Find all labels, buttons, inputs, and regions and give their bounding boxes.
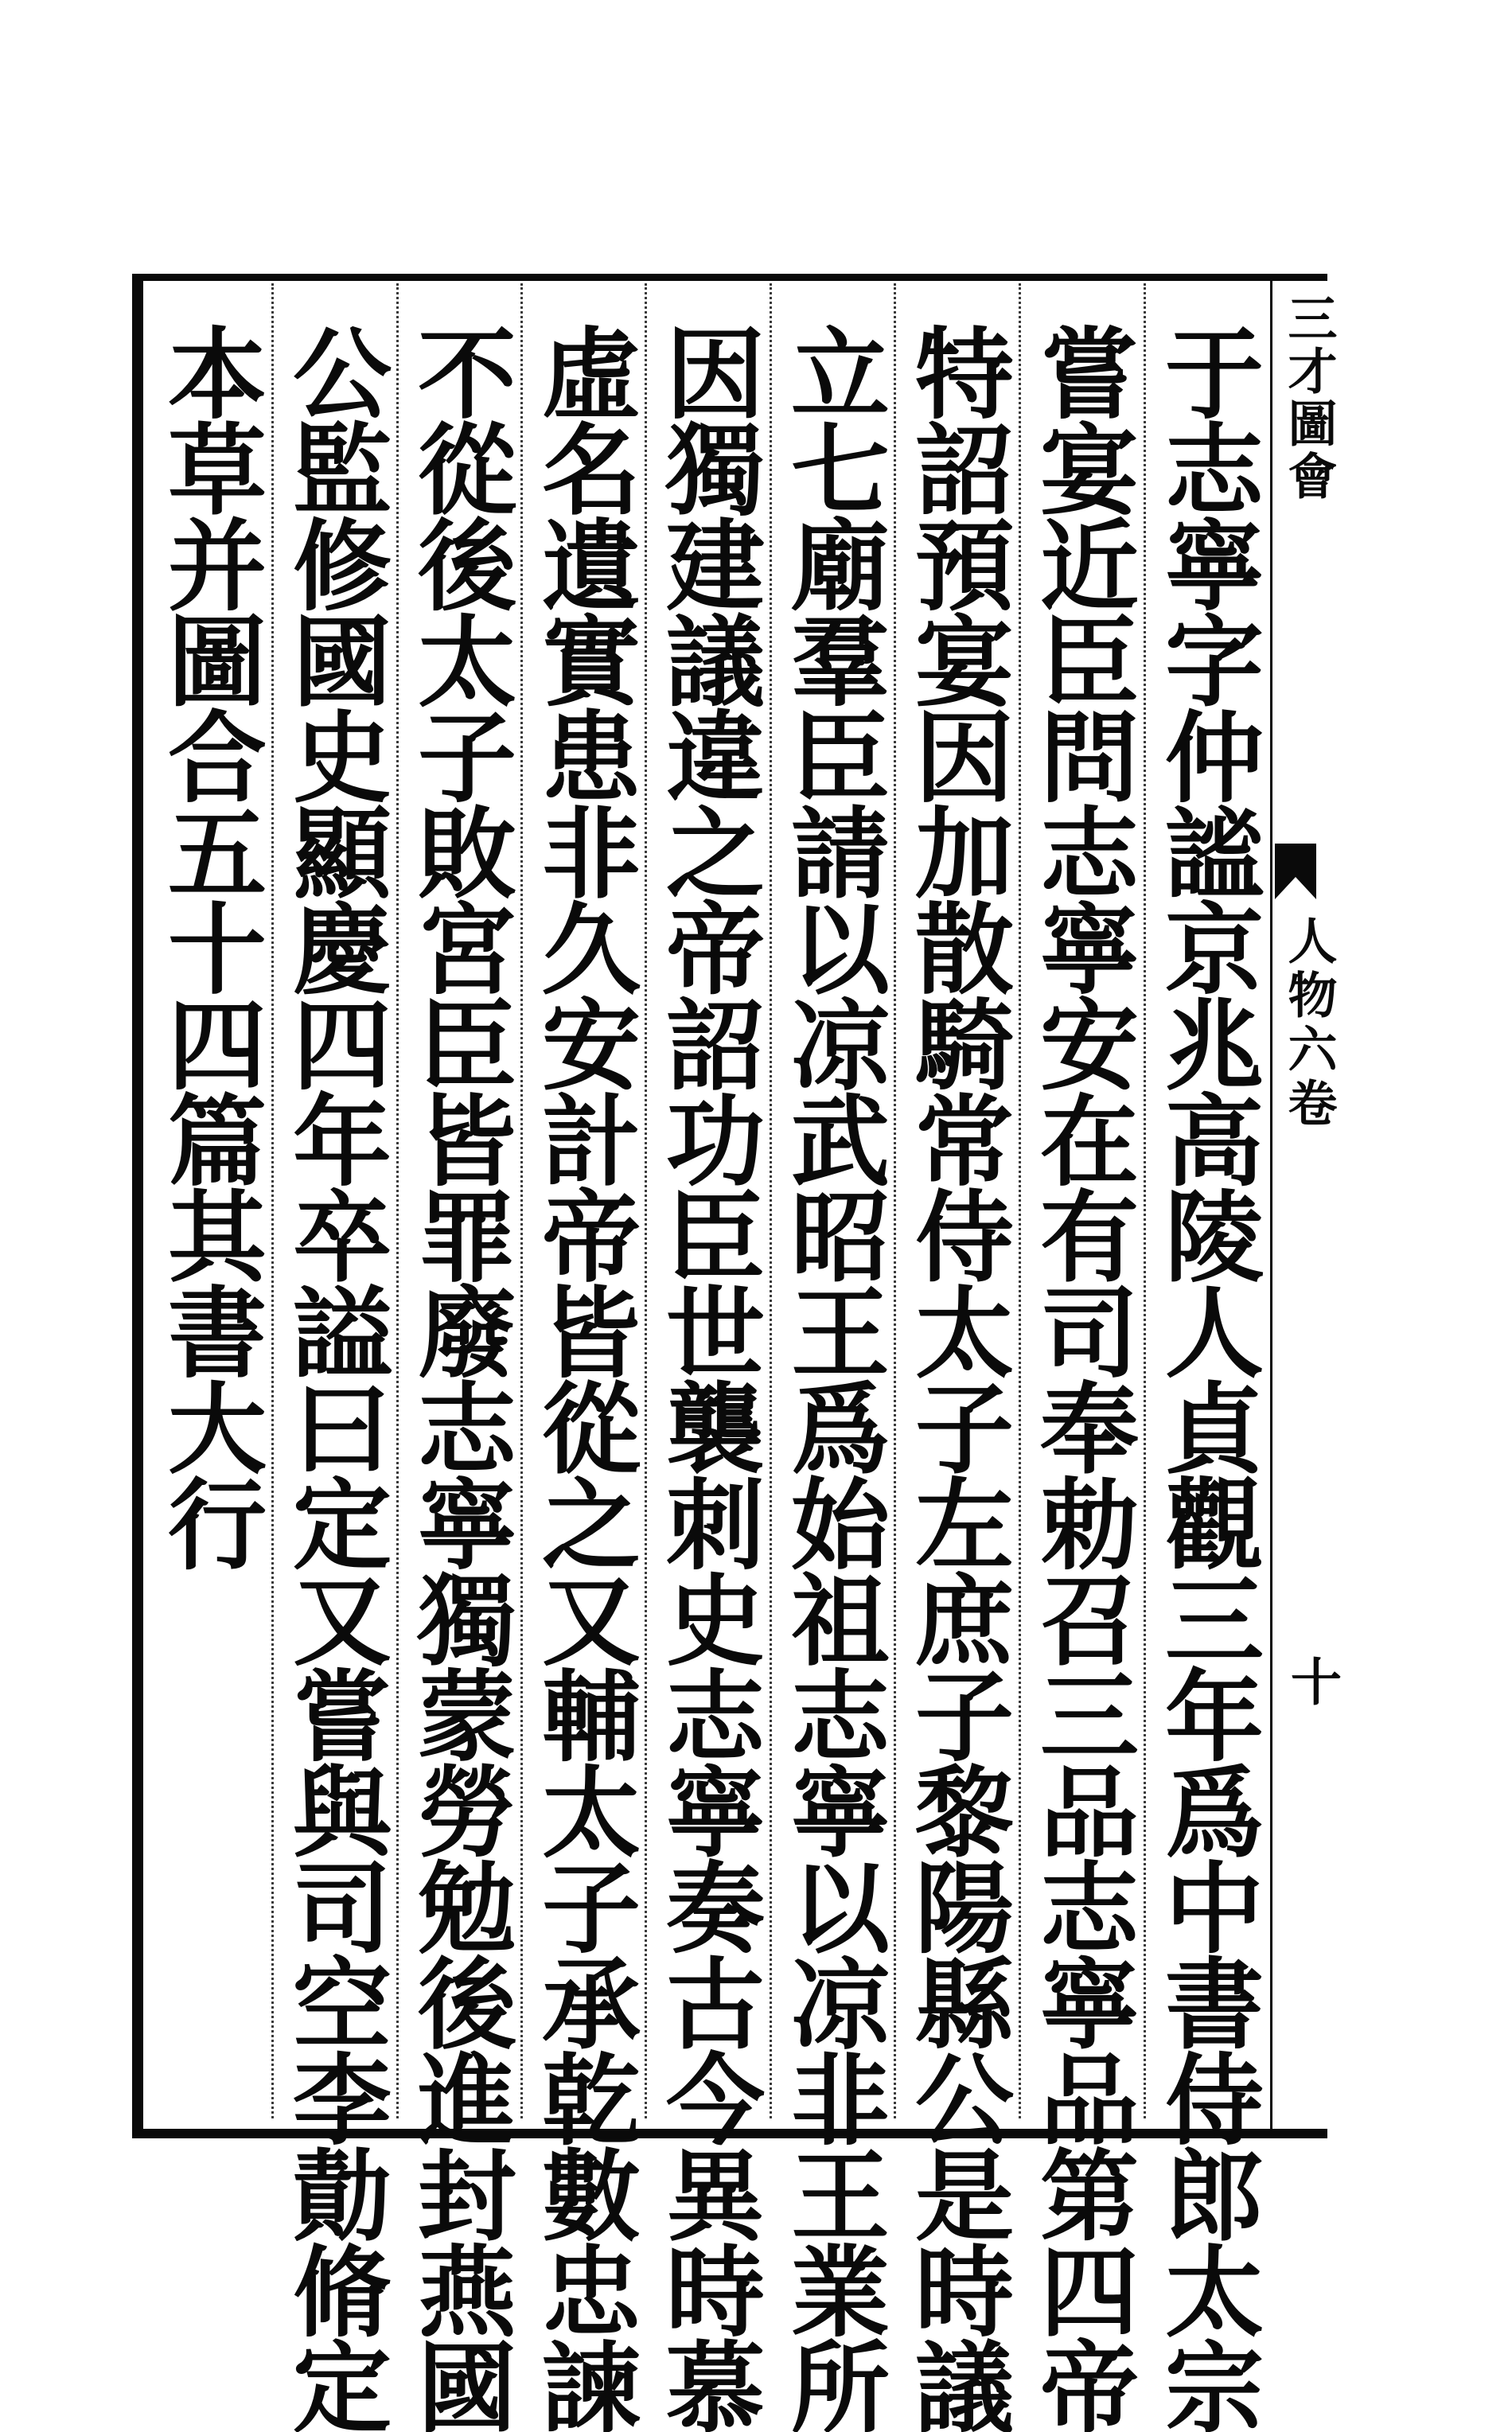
text-column-9: 本草并圖合五十四篇其書大行 [151,322,267,1569]
text-column-8: 公監修國史顯慶四年卒謚曰定又嘗與司空李勣脩定 [276,322,392,2432]
book-title: 三才圖會 [1280,293,1338,503]
text-column-7: 不從後太子敗宮臣皆罪廢志寧獨蒙勞勉後進封燕國 [401,322,516,2432]
fishtail-mark-icon [1275,844,1316,899]
text-column-4: 立七廟羣臣請以凉武昭王爲始祖志寧以凉非王業所 [774,322,890,2432]
text-column-1: 于志寧字仲謐京兆高陵人貞觀三年爲中書侍郎太宗 [1148,322,1264,2432]
text-column-3: 特詔預宴因加散騎常侍太子左庶子黎陽縣公是時議 [898,322,1014,2432]
folio-number: 十 [1282,1655,1342,1706]
section-label: 人物六卷 [1280,915,1338,1132]
text-column-2: 嘗宴近臣問志寧安在有司奉勅召三品志寧品第四帝 [1023,322,1139,2432]
gutter-rule [1270,274,1272,2133]
text-column-6: 虛名遺實患非久安計帝皆從之又輔太子承乾數忠諫 [525,322,641,2432]
text-column-5: 因獨建議違之帝詔功臣世襲刺史志寧奏古今異時慕 [649,322,765,2432]
